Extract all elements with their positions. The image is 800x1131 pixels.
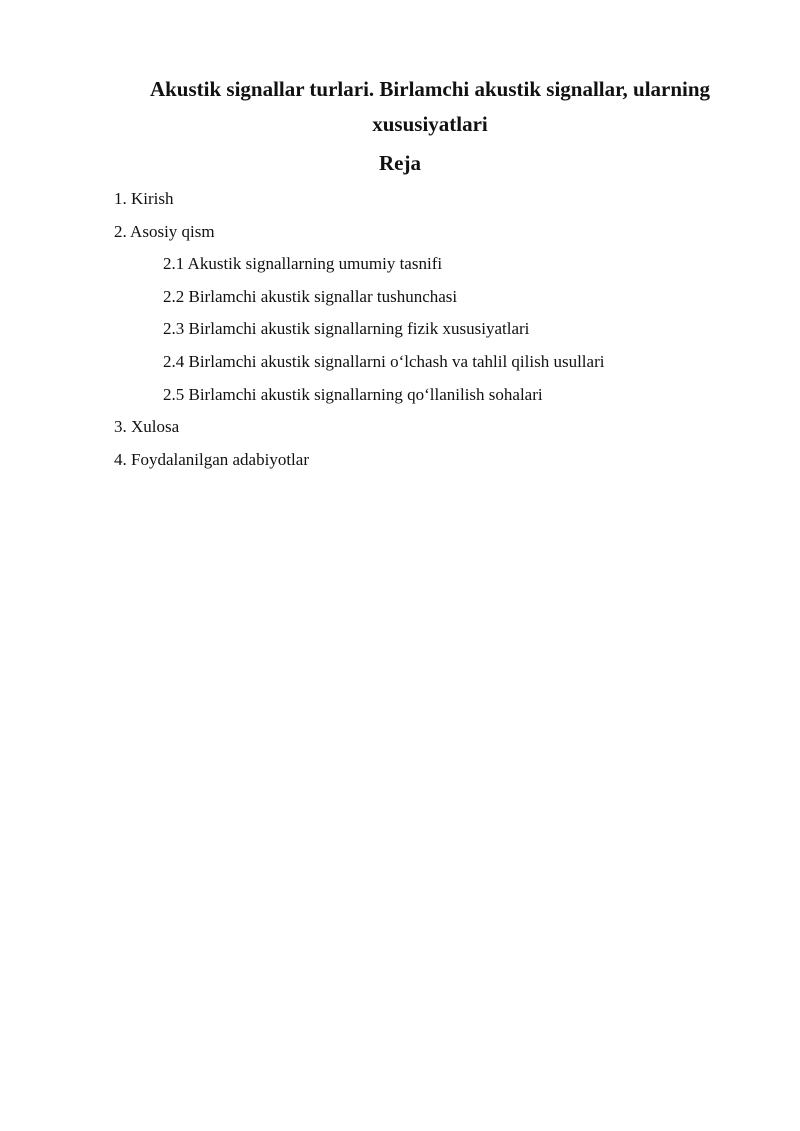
outline-item-main-part: 2. Asosiy qism [114, 221, 215, 241]
outline-subitem-2-3: 2.3 Birlamchi akustik signallarning fizik xususiyatlari [163, 319, 530, 339]
document-title: Akustik signallar turlari. Birlamchi akustik signallar, ularning xususiyatlari [149, 77, 711, 136]
outline-subitem-2-4: 2.4 Birlamchi akustik signallarni o‘lchash va tahlil qilish usullari [163, 351, 605, 371]
plan-outline [114, 183, 714, 476]
outline-subitem-2-5: 2.5 Birlamchi akustik signallarning qo‘llanilish sohalari [163, 384, 543, 404]
outline-subitem-2-2: 2.2 Birlamchi akustik signallar tushunchasi [163, 286, 458, 306]
outline-item-references: 4. Foydalanilgan adabiyotlar [114, 449, 309, 469]
section-heading-reja: Reja [379, 151, 421, 175]
outline-item-conclusion: 3. Xulosa [114, 417, 180, 437]
outline-item-introduction: 1. Kirish [114, 189, 174, 208]
outline-subitem-2-1: 2.1 Akustik signallarning umumiy tasnifi [163, 254, 443, 274]
